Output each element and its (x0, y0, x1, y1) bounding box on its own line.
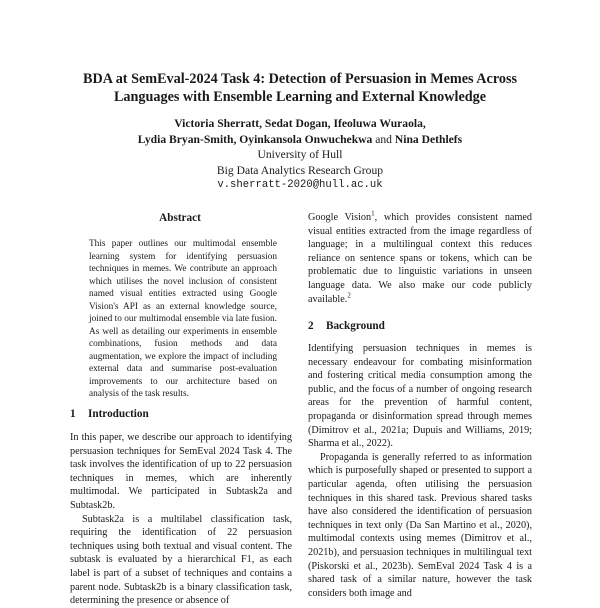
affiliation-group: Big Data Analytics Research Group (216, 163, 384, 177)
background-paragraph-1: Identifying persuasion techniques in memes is necessary endeavour for combating misinformation and fostering critical media consumption among the public, and the focus of a number of ongoing research areas for the prevention of harmful content, propaganda or disinformation spread through memes (Dimitrov et al., 2021a; Dupuis and Williams, 2019; Sharma et al., 2022). (308, 343, 532, 450)
continuation-text-post: , which provides consistent named visual entities extracted from the image regardless of language; in a multilingual context this reduces reliance on sentence spans or tokens, which can be problematic due to linguistic variations in unseen language data. We also make our code publicly available. (308, 212, 532, 305)
title-line-1: BDA at SemEval-2024 Task 4: Detection of Persuasion in Memes Across (82, 71, 518, 87)
background-title: Background (326, 320, 385, 332)
background-body (308, 342, 532, 600)
introduction-paragraph-1: In this paper, we describe our approach to identifying persuasion techniques for SemEval 2024 Task 4. The task involves the identification of up to 22 persuasion techniques in memes, which are inherently multimodal. We participated in Subtask2a and Subtask2b. (70, 432, 292, 511)
right-column-continuation (308, 211, 532, 306)
title-line-2: Languages with Ensemble Learning and External Knowledge (113, 89, 487, 105)
paper-title (40, 70, 560, 106)
background-number: 2 (308, 320, 314, 332)
author-line-1: Victoria Sherratt, Sedat Dogan, Ifeoluwa Wuraola, (174, 117, 426, 130)
introduction-number: 1 (70, 408, 76, 420)
author-line-2b: Nina Dethlefs (394, 132, 463, 146)
introduction-title: Introduction (88, 408, 149, 420)
author-block (40, 116, 560, 194)
author-line-2a: Lydia Bryan-Smith, Oyinkansola Onwuchekwa (137, 132, 373, 146)
footnote-marker-1[interactable]: 1 (371, 209, 375, 218)
abstract-heading: Abstract (159, 212, 201, 224)
contact-email: v.sherratt-2020@hull.ac.uk (217, 179, 383, 191)
background-heading (308, 320, 385, 332)
abstract-body: This paper outlines our multimodal ensemble learning system for identifying persuasion techniques in memes. We contribute an approach which utilises the novel inclusion of consistent named visual entities extracted using Google Vision's API as an external knowledge source, joined to our multimodal ensemble via late fusion. As well as detailing our experiments in ensemble combinations, fusion methods and data augmentation, we explore the impact of including external data and summarise post-evaluation improvements to our architecture based on analysis of the task results. (89, 239, 277, 399)
introduction-body (70, 431, 292, 608)
affiliation-university: University of Hull (257, 148, 343, 161)
background-paragraph-2: Propaganda is generally referred to as information which is purposefully shaped or presented to support a particular agenda, often utilising the persuasion techniques in this shared task. Previous shared tasks have also considered the identification of persuasion techniques in text only (Da San Martino et al., 2020), multimodal contexts using memes (Dimitrov et al., 2021b), and persuasion techniques in multilingual text (Piskorski et al., 2023b). SemEval 2024 Task 4 is a shared task of a similar nature, however the task considers both image and (308, 451, 532, 599)
continuation-text-pre: Google Vision (308, 212, 372, 223)
author-and: and (375, 132, 392, 146)
footnote-marker-2[interactable]: 2 (347, 291, 351, 300)
introduction-heading (70, 408, 149, 420)
introduction-paragraph-2: Subtask2a is a multilabel classification task, requiring the identification of 22 persuasion techniques using both textual and visual content. The subtask is evaluated by a hierarchical F1, as each label is part of a subset of techniques and contains a parent node. Subtask2b is a binary classification task, determining the presence or absence of (70, 513, 292, 607)
